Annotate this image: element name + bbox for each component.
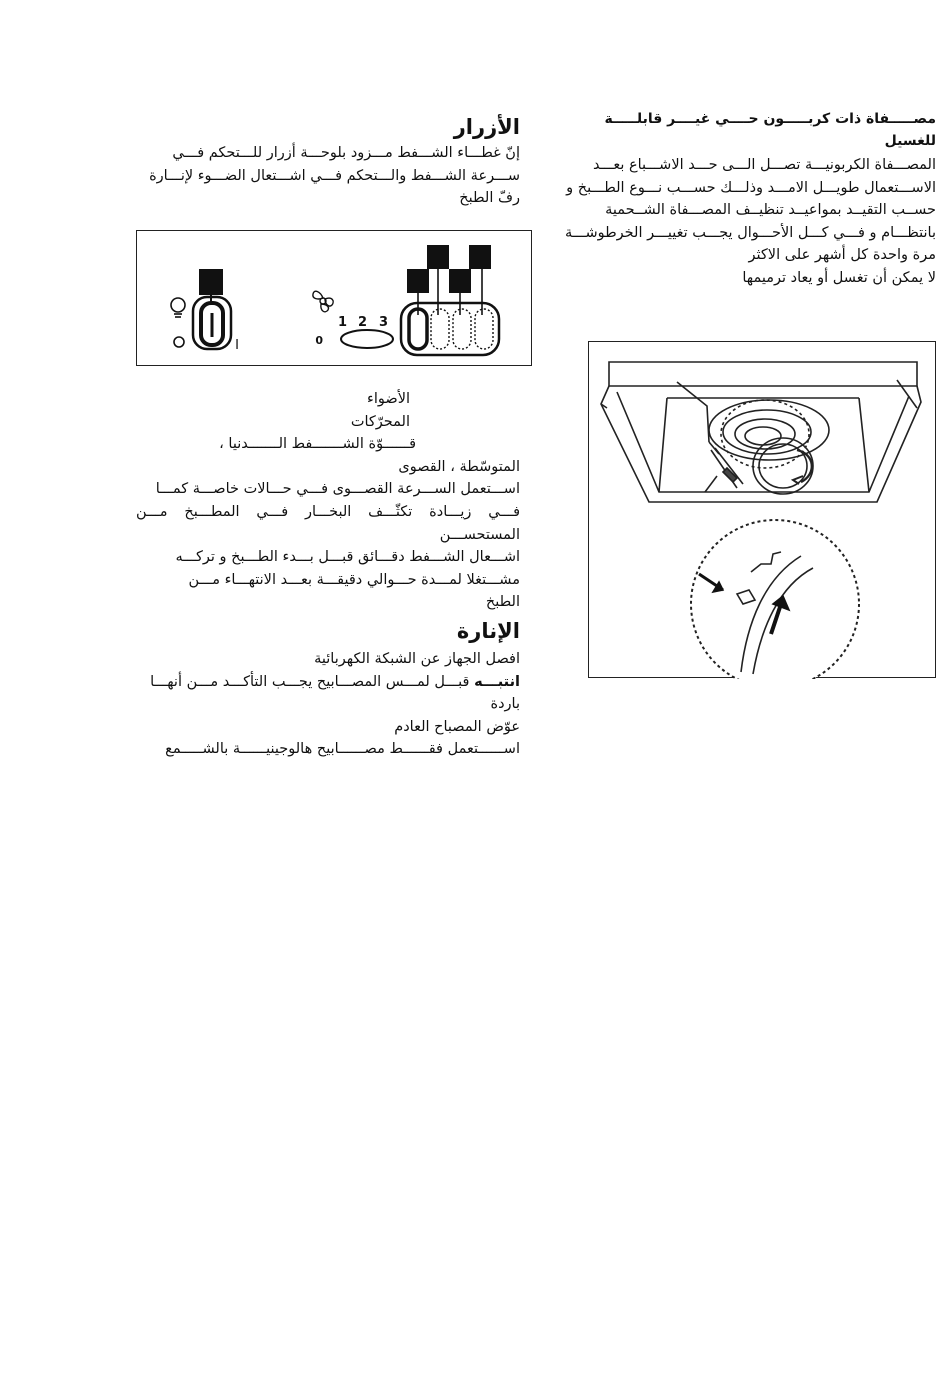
warning-text: قبـــل لمـــس المصـــابيح يجـــب التأكـــد مـــن أنهـــا — [150, 673, 475, 690]
light-switch — [193, 269, 231, 349]
zero-label: 0 — [315, 334, 323, 347]
speed-label-2: 2 — [357, 315, 367, 330]
filter-text-line: حســب التقيــد بمواعيــد تنظيــف المصـــفاة الشــحمية — [605, 202, 936, 219]
lighting-heading: الإنارة — [456, 619, 520, 643]
controls-text-line: الطبخ — [485, 594, 520, 611]
controls-text-line: اســـتعمل الســـرعة القصـــوى فـــي حـــالات خاصـــة كمـــا — [155, 481, 520, 498]
fan-switch-panel — [401, 303, 499, 355]
warning-label: انتبـــه — [474, 673, 520, 690]
controls-text-line: فـــي زيـــادة تكثّـــف البخـــار فـــي المطـــبخ مـــن المستحســـن — [136, 503, 520, 543]
control-panel-figure — [136, 230, 532, 366]
speed-label-3: 3 — [378, 315, 388, 330]
filter-text-line: لا يمكن أن تغسل أو يعاد ترميمها — [742, 269, 936, 286]
controls-text-line: اشـــعال الشـــفط دقـــائق قبـــل بـــدء الطـــبخ و تركـــه — [175, 549, 520, 566]
controls-text-line: الأضواء — [367, 391, 410, 407]
hood-body-drawing — [601, 362, 921, 502]
marker-box — [199, 269, 223, 295]
light-off-indicator-icon — [174, 337, 184, 347]
one-label: I — [235, 338, 239, 353]
filter-replacement-figure — [588, 341, 936, 678]
carbon-filter-section — [552, 108, 936, 290]
controls-description — [136, 388, 520, 614]
buttons-heading: الأزرار — [453, 115, 520, 139]
control-panel-drawing — [135, 231, 531, 367]
filter-drawing — [587, 342, 935, 679]
zoom-detail-drawing — [691, 520, 859, 679]
carbon-filter-drawing — [709, 400, 829, 494]
buttons-text-line: ســـرعة الشـــفط والـــتحكم فـــي اشـــتعال الضـــوء لإنـــارة — [149, 167, 520, 184]
lighting-text-line: باردة — [490, 696, 520, 713]
filter-text-line: بانتظـــام و فـــي كـــل الأحـــوال يجـــب تغييـــر الخرطوشـــة — [564, 224, 936, 241]
controls-text-line: قــــــوّة الشـــــــفط الـــــــدنيا ، — [219, 436, 416, 453]
bulb-icon — [171, 298, 185, 317]
speed-label-1: 1 — [337, 315, 347, 330]
controls-text-line: المحرّكات — [350, 413, 410, 430]
fan-icon — [313, 291, 333, 312]
lighting-text-line: عوّض المصباح العادم — [394, 718, 520, 735]
buttons-section — [136, 112, 520, 210]
controls-text-line: المتوسّطة ، القصوى — [398, 458, 520, 475]
filter-text-line: المصـــفاة الكربونيـــة تصـــل الـــى حـــد الاشـــباع بعـــد — [592, 157, 936, 173]
filter-title-line1: مصـــــفاة ذات كربـــــون حــــي غيــــر قابلـــــة — [604, 111, 936, 127]
controls-text-line: مشـــتغلا لمـــدة حـــوالي دقيقـــة بعـــد الانتهـــاء مـــن — [188, 571, 520, 588]
filter-text-line: مرة واحدة كل أشهر على الاكثر — [748, 247, 936, 264]
filter-text-line: الاســـتعمال طويـــل الامـــد وذلـــك حســـب نـــوع الطـــبخ و — [566, 179, 936, 196]
lighting-warning-line — [136, 671, 520, 694]
buttons-text-line: إنّ غطـــاء الشـــفط مـــزود بلوحـــة أزرار للـــتحكم فـــي — [172, 145, 520, 161]
lighting-section — [136, 616, 520, 761]
buttons-text-line: رفّ الطبخ — [459, 190, 520, 207]
lighting-text-line: اســــــتعمل فقــــــط مصــــــابيح هالوجينيــــــة بالشـــــمع — [165, 741, 520, 758]
speed-marker-boxes — [407, 245, 491, 315]
lighting-text-line: افصل الجهاز عن الشبكة الكهربائية — [314, 651, 520, 667]
filter-title-line2: للغسيل — [884, 133, 936, 149]
speed-selector-ring — [341, 330, 393, 348]
